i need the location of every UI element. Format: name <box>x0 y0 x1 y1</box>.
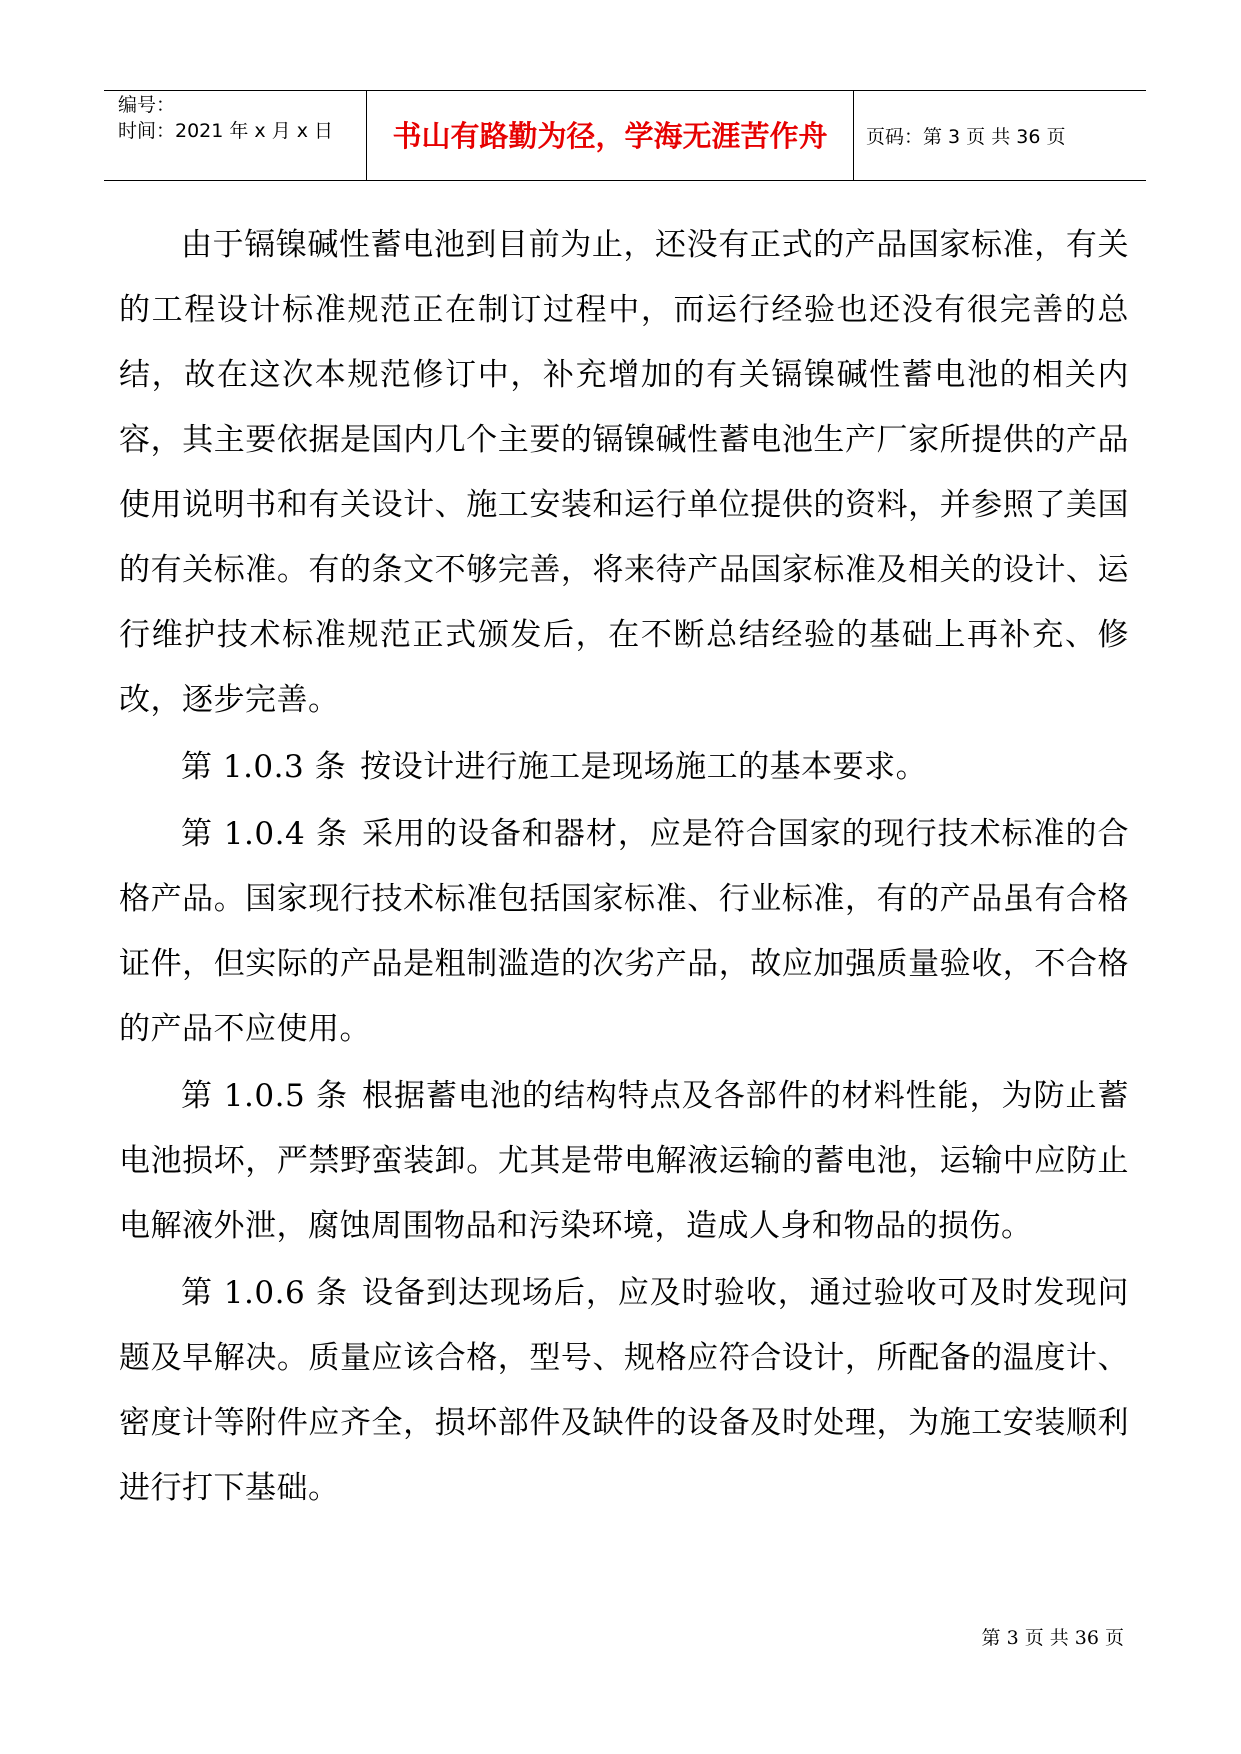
clause-paragraph <box>119 802 1129 1062</box>
document-date-label: 时间：2021 年 x 月 x 日 <box>118 120 334 142</box>
clause-number: 第 1.0.6 条 <box>181 1275 348 1311</box>
clause-paragraph <box>119 735 1129 800</box>
clause-number: 第 1.0.3 条 <box>181 749 347 785</box>
page-footer-number: 第 3 页 共 36 页 <box>981 1627 1124 1649</box>
document-body <box>119 213 1129 1523</box>
paragraph-text: 由于镉镍碱性蓄电池到目前为止，还没有正式的产品国家标准，有关的工程设计标准规范正在制订过程中，而运行经验也还没有很完善的总结，故在这次本规范修订中，补充增加的有关镉镍碱性蓄电池的相关内容，其主要依据是国内几个主要的镉镍碱性蓄电池生产厂家所提供的产品使用说明书和有关设计、施工安装和运行单位提供的资料，并参照了美国的有关标准。有的条文不够完善，将来待产品国家标准及相关的设计、运行维护技术标准规范正式颁发后，在不断总结经验的基础上再补充、修改，逐步完善。 <box>119 227 1129 718</box>
paragraph-text: 按设计进行施工是现场施工的基本要求。 <box>360 749 928 785</box>
header-motto: 书山有路勤为径，学海无涯苦作舟 <box>392 119 828 153</box>
paragraph-text: 根据蓄电池的结构特点及各部件的材料性能，为防止蓄电池损坏，严禁野蛮装卸。尤其是带电解液运输的蓄电池，运输中应防止电解液外泄，腐蚀周围物品和污染环境，造成人身和物品的损伤。 <box>119 1078 1129 1244</box>
clause-paragraph <box>119 1261 1129 1521</box>
paragraph <box>119 213 1129 733</box>
document-code-label: 编号： <box>118 94 176 116</box>
clause-number: 第 1.0.4 条 <box>181 816 348 852</box>
clause-number: 第 1.0.5 条 <box>181 1078 348 1114</box>
page-header <box>104 90 1146 181</box>
header-motto-cell <box>367 91 854 180</box>
header-info-cell <box>104 91 367 180</box>
paragraph-text: 采用的设备和器材，应是符合国家的现行技术标准的合格产品。国家现行技术标准包括国家标准、行业标准，有的产品虽有合格证件，但实际的产品是粗制滥造的次劣产品，故应加强质量验收，不合格的产品不应使用。 <box>119 816 1129 1047</box>
header-page-number: 页码：第 3 页 共 36 页 <box>866 126 1066 148</box>
paragraph-text: 设备到达现场后，应及时验收，通过验收可及时发现问题及早解决。质量应该合格，型号、规格应符合设计，所配备的温度计、密度计等附件应齐全，损坏部件及缺件的设备及时处理，为施工安装顺利进行打下基础。 <box>119 1275 1129 1506</box>
clause-paragraph <box>119 1064 1129 1259</box>
header-page-cell <box>854 91 1146 180</box>
